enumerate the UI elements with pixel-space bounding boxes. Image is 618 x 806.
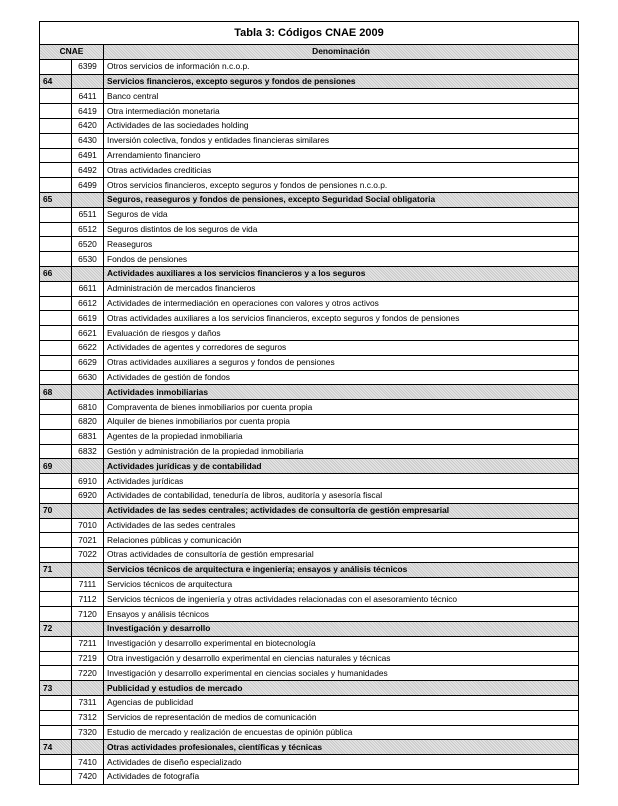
class-code: 6492 [72,163,104,178]
class-name: Fondos de pensiones [104,252,579,267]
division-name: Servicios financieros, excepto seguros y fondos de pensiones [104,74,579,89]
division-code: 74 [40,740,72,755]
class-name: Otros servicios financieros, excepto seguros y fondos de pensiones n.c.o.p. [104,178,579,193]
class-row [40,252,579,267]
division-code-empty [40,59,72,74]
class-row [40,118,579,133]
class-code: 6910 [72,474,104,489]
class-code-empty [72,562,104,577]
class-row [40,148,579,163]
division-name: Actividades de las sedes centrales; actividades de consultoría de gestión empresarial [104,503,579,518]
division-name: Actividades inmobiliarias [104,385,579,400]
division-code: 64 [40,74,72,89]
class-name: Actividades de gestión de fondos [104,370,579,385]
class-name: Estudio de mercado y realización de encuestas de opinión pública [104,725,579,740]
division-code-empty [40,444,72,459]
class-row [40,444,579,459]
class-name: Reaseguros [104,237,579,252]
class-name: Seguros de vida [104,207,579,222]
division-code-empty [40,666,72,681]
class-code: 6430 [72,133,104,148]
division-name: Investigación y desarrollo [104,622,579,637]
class-row [40,533,579,548]
class-row [40,59,579,74]
division-row [40,681,579,696]
class-row [40,636,579,651]
class-row [40,666,579,681]
class-name: Actividades de diseño especializado [104,755,579,770]
header-denominacion: Denominación [104,45,579,60]
class-code: 6619 [72,311,104,326]
class-code: 7021 [72,533,104,548]
class-code-empty [72,385,104,400]
division-code: 71 [40,562,72,577]
division-code: 69 [40,459,72,474]
class-code: 6512 [72,222,104,237]
class-code: 6629 [72,355,104,370]
class-row [40,429,579,444]
class-row [40,207,579,222]
division-code: 72 [40,622,72,637]
division-code-empty [40,533,72,548]
class-code: 6832 [72,444,104,459]
class-row [40,311,579,326]
class-code: 7112 [72,592,104,607]
division-code-empty [40,429,72,444]
class-code-empty [72,459,104,474]
division-code-empty [40,163,72,178]
class-name: Alquiler de bienes inmobiliarios por cuenta propia [104,414,579,429]
class-row [40,237,579,252]
division-name: Actividades jurídicas y de contabilidad [104,459,579,474]
class-name: Actividades de las sociedades holding [104,118,579,133]
class-row [40,592,579,607]
class-name: Seguros distintos de los seguros de vida [104,222,579,237]
division-code-empty [40,252,72,267]
class-name: Actividades de contabilidad, teneduría de libros, auditoría y asesoría fiscal [104,488,579,503]
division-code: 73 [40,681,72,696]
class-code: 6810 [72,400,104,415]
division-code: 70 [40,503,72,518]
header-cnae: CNAE [40,45,104,60]
division-code-empty [40,548,72,563]
class-name: Servicios técnicos de arquitectura [104,577,579,592]
division-name: Otras actividades profesionales, científicas y técnicas [104,740,579,755]
division-code-empty [40,148,72,163]
class-row [40,355,579,370]
class-row [40,281,579,296]
division-row [40,266,579,281]
class-code-empty [72,192,104,207]
class-code: 7410 [72,755,104,770]
class-row [40,755,579,770]
class-name: Gestión y administración de la propiedad inmobiliaria [104,444,579,459]
class-row [40,222,579,237]
class-row [40,414,579,429]
division-code-empty [40,370,72,385]
class-row [40,370,579,385]
division-name: Servicios técnicos de arquitectura e ingeniería; ensayos y análisis técnicos [104,562,579,577]
class-code: 6491 [72,148,104,163]
class-code: 7220 [72,666,104,681]
class-code-empty [72,503,104,518]
class-code: 7320 [72,725,104,740]
class-name: Actividades de fotografía [104,770,579,785]
class-name: Agentes de la propiedad inmobiliaria [104,429,579,444]
division-code-empty [40,696,72,711]
division-code-empty [40,296,72,311]
class-code-empty [72,74,104,89]
class-name: Inversión colectiva, fondos y entidades financieras similares [104,133,579,148]
division-code-empty [40,178,72,193]
division-code-empty [40,755,72,770]
class-code: 7420 [72,770,104,785]
division-code-empty [40,311,72,326]
class-name: Otras actividades auxiliares a seguros y fondos de pensiones [104,355,579,370]
class-name: Otra investigación y desarrollo experimental en ciencias naturales y técnicas [104,651,579,666]
class-code-empty [72,740,104,755]
class-row [40,178,579,193]
class-name: Compraventa de bienes inmobiliarios por cuenta propia [104,400,579,415]
class-name: Ensayos y análisis técnicos [104,607,579,622]
class-row [40,296,579,311]
class-code: 6420 [72,118,104,133]
class-code: 6630 [72,370,104,385]
class-name: Otras actividades crediticias [104,163,579,178]
class-code-empty [72,622,104,637]
class-row [40,696,579,711]
division-row [40,740,579,755]
class-code: 6399 [72,59,104,74]
class-code: 6530 [72,252,104,267]
cnae-table [39,21,579,785]
class-row [40,340,579,355]
class-code: 7120 [72,607,104,622]
division-row [40,385,579,400]
division-row [40,192,579,207]
class-name: Agencias de publicidad [104,696,579,711]
division-row [40,622,579,637]
class-name: Arrendamiento financiero [104,148,579,163]
class-row [40,89,579,104]
class-row [40,577,579,592]
division-code-empty [40,281,72,296]
class-code: 7022 [72,548,104,563]
class-name: Otros servicios de información n.c.o.p. [104,59,579,74]
class-code: 6612 [72,296,104,311]
division-code-empty [40,607,72,622]
division-code-empty [40,237,72,252]
class-name: Otras actividades auxiliares a los servicios financieros, excepto seguros y fondos de pensiones [104,311,579,326]
class-name: Relaciones públicas y comunicación [104,533,579,548]
division-name: Actividades auxiliares a los servicios financieros y a los seguros [104,266,579,281]
class-code: 6611 [72,281,104,296]
class-row [40,725,579,740]
class-name: Actividades jurídicas [104,474,579,489]
division-code: 66 [40,266,72,281]
division-code: 68 [40,385,72,400]
class-row [40,710,579,725]
division-code-empty [40,488,72,503]
division-code-empty [40,651,72,666]
division-row [40,503,579,518]
class-code: 6920 [72,488,104,503]
class-name: Servicios de representación de medios de comunicación [104,710,579,725]
class-code: 6621 [72,326,104,341]
division-name: Seguros, reaseguros y fondos de pensiones, excepto Seguridad Social obligatoria [104,192,579,207]
class-code: 6511 [72,207,104,222]
class-row [40,548,579,563]
class-name: Investigación y desarrollo experimental en biotecnología [104,636,579,651]
division-code-empty [40,474,72,489]
class-row [40,488,579,503]
division-code-empty [40,222,72,237]
class-code: 6831 [72,429,104,444]
division-code-empty [40,414,72,429]
class-code-empty [72,681,104,696]
division-code-empty [40,207,72,222]
division-code-empty [40,770,72,785]
class-code: 6622 [72,340,104,355]
division-code-empty [40,89,72,104]
division-code-empty [40,710,72,725]
class-name: Investigación y desarrollo experimental en ciencias sociales y humanidades [104,666,579,681]
header-row [40,45,579,60]
class-code: 6419 [72,104,104,119]
class-row [40,104,579,119]
class-row [40,607,579,622]
class-name: Evaluación de riesgos y daños [104,326,579,341]
division-row [40,74,579,89]
class-row [40,133,579,148]
class-code: 7219 [72,651,104,666]
division-code-empty [40,725,72,740]
class-row [40,400,579,415]
division-code-empty [40,326,72,341]
division-row [40,459,579,474]
class-code: 7312 [72,710,104,725]
class-row [40,474,579,489]
class-name: Administración de mercados financieros [104,281,579,296]
table-body [40,59,579,784]
class-name: Banco central [104,89,579,104]
title-row [40,22,579,45]
class-code: 6820 [72,414,104,429]
division-code: 65 [40,192,72,207]
class-row [40,518,579,533]
class-code: 7010 [72,518,104,533]
class-code: 6499 [72,178,104,193]
division-code-empty [40,340,72,355]
division-code-empty [40,636,72,651]
class-row [40,651,579,666]
division-code-empty [40,118,72,133]
class-code: 7311 [72,696,104,711]
division-code-empty [40,133,72,148]
division-code-empty [40,104,72,119]
division-code-empty [40,518,72,533]
class-row [40,770,579,785]
class-name: Servicios técnicos de ingeniería y otras actividades relacionadas con el asesoramiento técnico [104,592,579,607]
class-name: Actividades de las sedes centrales [104,518,579,533]
class-code: 7111 [72,577,104,592]
division-code-empty [40,400,72,415]
class-code-empty [72,266,104,281]
class-name: Otra intermediación monetaria [104,104,579,119]
table-title: Tabla 3: Códigos CNAE 2009 [40,22,579,45]
division-code-empty [40,577,72,592]
class-row [40,163,579,178]
division-code-empty [40,355,72,370]
division-name: Publicidad y estudios de mercado [104,681,579,696]
class-name: Otras actividades de consultoría de gestión empresarial [104,548,579,563]
class-row [40,326,579,341]
class-name: Actividades de agentes y corredores de seguros [104,340,579,355]
class-code: 7211 [72,636,104,651]
division-row [40,562,579,577]
class-code: 6411 [72,89,104,104]
division-code-empty [40,592,72,607]
class-code: 6520 [72,237,104,252]
class-name: Actividades de intermediación en operaciones con valores y otros activos [104,296,579,311]
